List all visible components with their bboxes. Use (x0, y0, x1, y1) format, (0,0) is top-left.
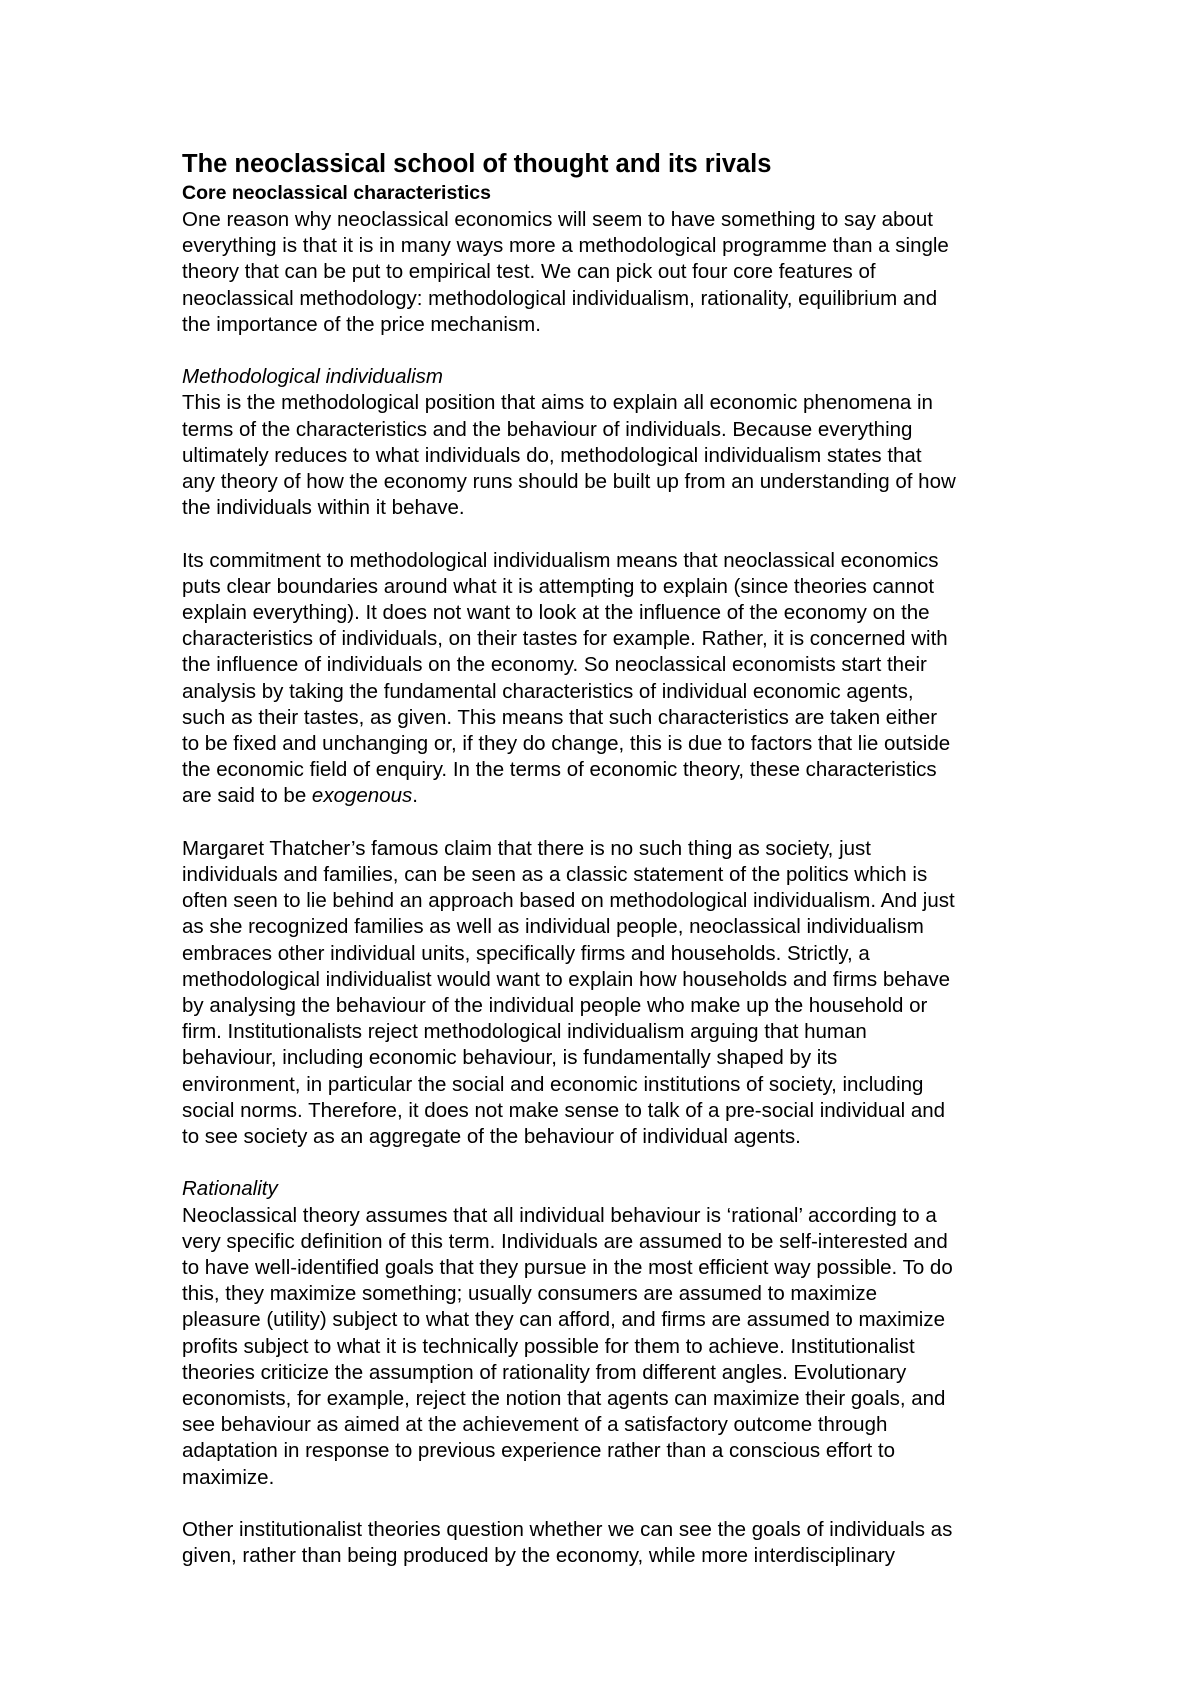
text-line: by analysing the behaviour of the individual people who make up the household or (182, 994, 928, 1018)
text-line: to have well-identified goals that they pursue in the most efficient way possible. To do (182, 1256, 953, 1280)
text-line (182, 783, 1042, 809)
text-fragment: are said to be (182, 784, 312, 808)
text-line: very specific definition of this term. Individuals are assumed to be self-interested and (182, 1229, 948, 1253)
emphasized-term: exogenous (311, 784, 413, 808)
text-line: to be fixed and unchanging or, if they do change, this is due to factors that lie outside (182, 732, 951, 756)
text-line: Its commitment to methodological individualism means that neoclassical economics (182, 548, 939, 572)
paragraph-gap (182, 521, 1042, 547)
text-line: economists, for example, reject the notion that agents can maximize their goals, and (182, 1387, 946, 1411)
text-fragment: . (412, 784, 418, 808)
text-line: Other institutionalist theories question whether we can see the goals of individuals as (182, 1518, 953, 1542)
text-line: profits subject to what it is technically possible for them to achieve. Institutionalist (182, 1334, 915, 1358)
paragraph-gap (182, 338, 1042, 364)
text-line: One reason why neoclassical economics will seem to have something to say about (182, 208, 933, 231)
individualism-paragraph-2 (182, 548, 1042, 810)
text-line: firm. Institutionalists reject methodological individualism arguing that human (182, 1020, 867, 1044)
text-line: to see society as an aggregate of the behaviour of individual agents. (182, 1125, 801, 1149)
text-line: given, rather than being produced by the economy, while more interdisciplinary (182, 1544, 895, 1568)
text-line: analysis by taking the fundamental characteristics of individual economic agents, (182, 679, 914, 703)
text-line: theories criticize the assumption of rationality from different angles. Evolutionary (182, 1360, 907, 1384)
text-line: This is the methodological position that aims to explain all economic phenomena in (182, 391, 933, 415)
text-line: the individuals within it behave. (182, 496, 465, 520)
rationality-paragraph-1 (182, 1203, 1042, 1491)
text-line: the influence of individuals on the economy. So neoclassical economists start their (182, 653, 927, 677)
text-line: this, they maximize something; usually consumers are assumed to maximize (182, 1282, 877, 1306)
text-line: social norms. Therefore, it does not make sense to talk of a pre-social individual and (182, 1098, 946, 1122)
text-line: adaptation in response to previous experience rather than a conscious effort to (182, 1439, 896, 1463)
text-line: embraces other individual units, specifically firms and households. Strictly, a (182, 941, 870, 965)
text-line: explain everything). It does not want to look at the influence of the economy on the (182, 601, 930, 625)
text-line: the economic field of enquiry. In the terms of economic theory, these characteristics (182, 758, 937, 782)
page-title: The neoclassical school of thought and its rivals (182, 150, 772, 178)
text-line: the importance of the price mechanism. (182, 312, 541, 336)
text-line: individuals and families, can be seen as a classic statement of the politics which is (182, 863, 928, 887)
text-line: neoclassical methodology: methodological individualism, rationality, equilibrium and (182, 286, 938, 310)
text-line: Neoclassical theory assumes that all individual behaviour is ‘rational’ according to a (182, 1203, 937, 1227)
text-line: behaviour, including economic behaviour, is fundamentally shaped by its (182, 1046, 838, 1070)
text-line: ultimately reduces to what individuals do, methodological individualism states that (182, 443, 922, 467)
text-line: see behaviour as aimed at the achievement of a satisfactory outcome through (182, 1413, 888, 1437)
section-subtitle: Core neoclassical characteristics (182, 182, 491, 204)
text-line: theory that can be put to empirical test. We can pick out four core features of (182, 260, 876, 284)
text-line: pleasure (utility) subject to what they can afford, and firms are assumed to maximize (182, 1308, 946, 1332)
text-line: any theory of how the economy runs should be built up from an understanding of how (182, 470, 956, 494)
text-line: puts clear boundaries around what it is attempting to explain (since theories cannot (182, 574, 935, 598)
text-line: often seen to lie behind an approach based on methodological individualism. And just (182, 889, 955, 913)
paragraph-gap (182, 810, 1042, 836)
text-line: terms of the characteristics and the behaviour of individuals. Because everything (182, 417, 913, 441)
paragraph-gap (182, 1150, 1042, 1176)
individualism-paragraph-1 (182, 390, 1042, 521)
text-line: maximize. (182, 1465, 275, 1489)
text-line: environment, in particular the social and economic institutions of society, including (182, 1072, 924, 1096)
individualism-paragraph-3 (182, 836, 1042, 1150)
paragraph-gap (182, 1491, 1042, 1517)
rationality-heading: Rationality (182, 1177, 278, 1201)
text-line: characteristics of individuals, on their tastes for example. Rather, it is concerned with (182, 627, 948, 651)
rationality-paragraph-2 (182, 1517, 1042, 1569)
text-line: as she recognized families as well as individual people, neoclassical individualism (182, 915, 924, 939)
document-page (182, 148, 1042, 1569)
text-line: such as their tastes, as given. This means that such characteristics are taken either (182, 705, 938, 729)
individualism-heading: Methodological individualism (182, 365, 443, 389)
text-line: everything is that it is in many ways more a methodological programme than a single (182, 234, 949, 258)
text-line: methodological individualist would want to explain how households and firms behave (182, 967, 951, 991)
text-line: Margaret Thatcher’s famous claim that there is no such thing as society, just (182, 836, 871, 860)
intro-paragraph (182, 207, 1042, 338)
